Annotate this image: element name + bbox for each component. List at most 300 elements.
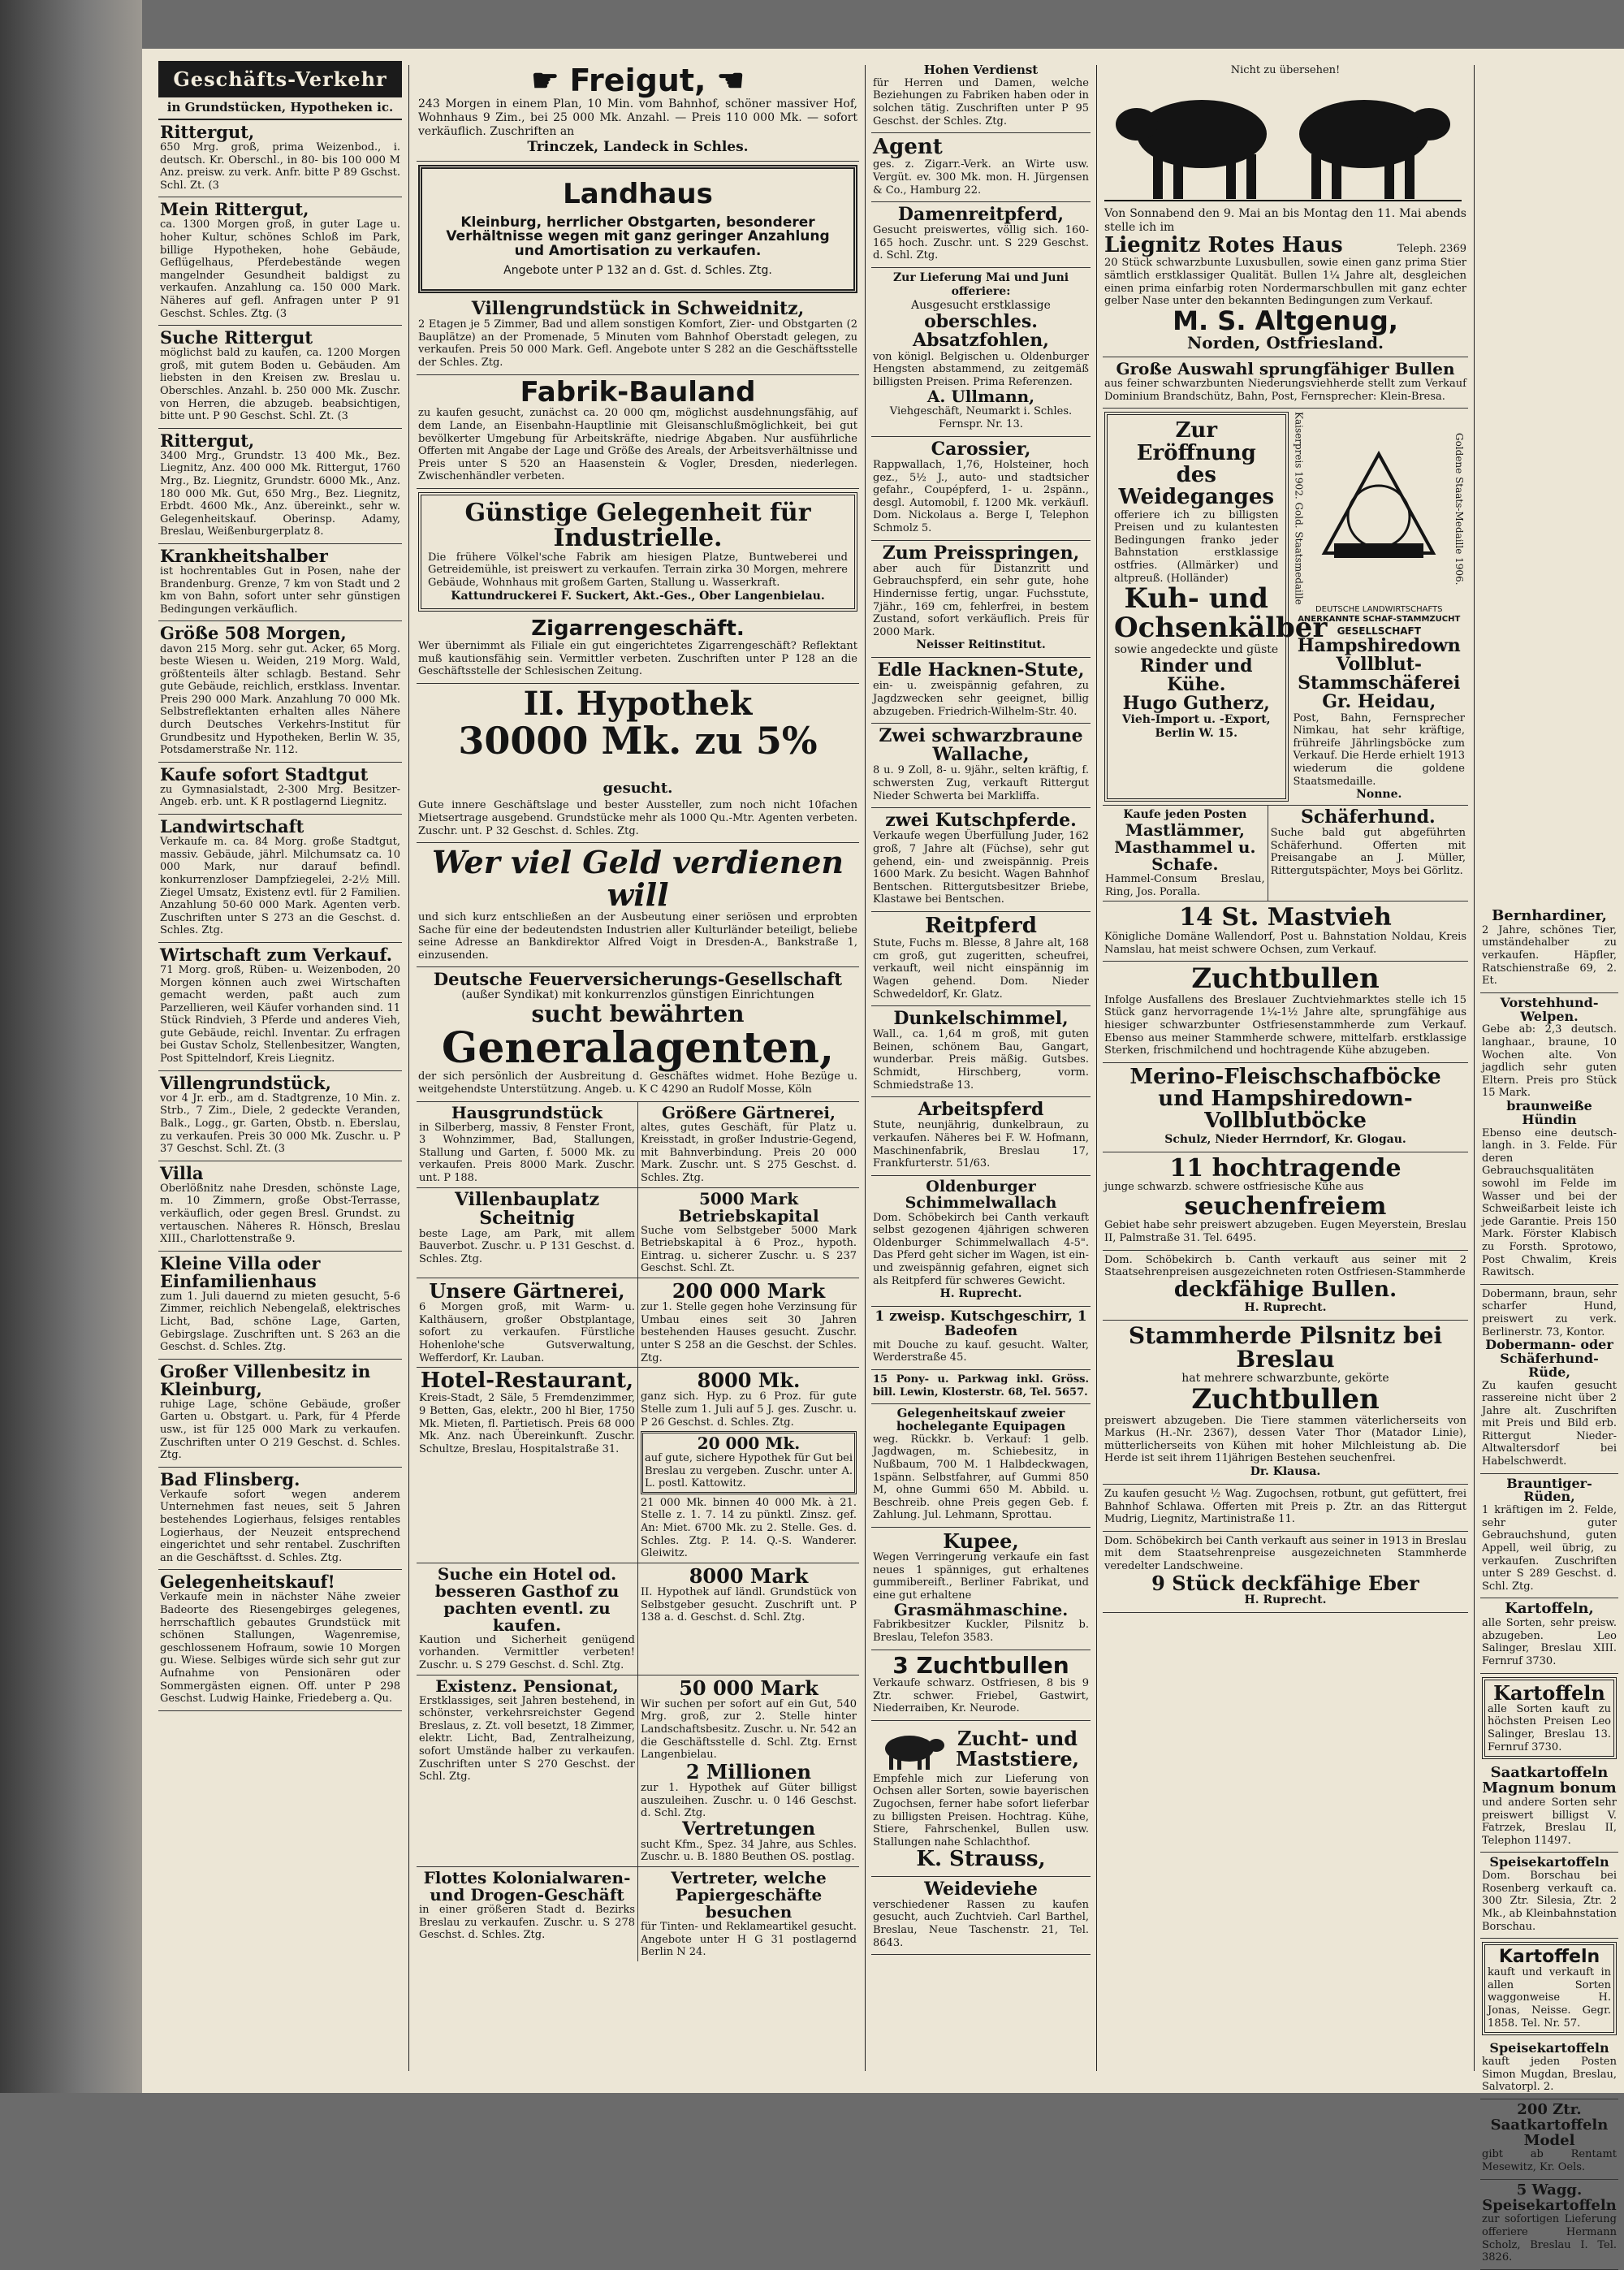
ad-title: Oldenburger Schimmelwallach (905, 1177, 1057, 1212)
ad-title: 1 zweisp. Kutschgeschirr, 1 Badeofen (875, 1308, 1087, 1340)
ad-title: Suche Rittergut (160, 327, 313, 348)
cattle-illustration (1104, 77, 1466, 207)
classified-ad (158, 1360, 402, 1468)
ad-title: Edle Hacknen-Stute, (877, 659, 1085, 681)
ad-title: 14 St. Mastvieh (1179, 903, 1392, 932)
ad-text: 1 kräftigen im 2. Felde, sehr guter Gebrauchshund, guten Appell, weil übrig, zu verkaufen. Zuschriften unter S 289 Geschst. d. Schl. Ztg. (1482, 1504, 1617, 1593)
ad-title: Hampshiredown Vollblut-Stammschäferei Gr. Heidau, (1297, 635, 1461, 713)
ad-agent (871, 133, 1091, 202)
ad-text: Die frühere Völkel'sche Fabrik am hiesigen Platze, Buntweberei und Getreidemühle, ist preiswert zu verkaufen. Terrain zirka 30 Morgen, mehrere Gebäude, Wohnhaus mit großem Garten, Stallung u. Wasserkraft. (428, 551, 848, 590)
ad-title: Carossier, (931, 439, 1031, 460)
ad-seuchen-title: seuchenfreiem (1184, 1191, 1387, 1221)
ad-seuchen-text: Gebiet habe sehr preiswert abzugeben. Eugen Meyerstein, Breslau II, Palmstraße 31. Tel. 6495. (1104, 1219, 1466, 1244)
ad-deckbullen (1103, 1251, 1468, 1321)
ad-title: 5000 Mark Betriebskapital (678, 1188, 819, 1226)
ad-text: alle Sorten, sehr preisw. abzugeben. Leo Salinger, Breslau XIII. Fernruf 3730. (1482, 1617, 1617, 1668)
ad-merino (1103, 1063, 1468, 1152)
seal-left-text: Kaiserpreis 1902. Gold. Staatsmedaille (1293, 412, 1305, 606)
ad-8000 (638, 1368, 859, 1563)
ad-title: Villenbauplatz Scheitnig (454, 1188, 600, 1229)
ad-address: Viehgeschäft, Neumarkt i. Schles. Fernspr. Nr. 13. (889, 405, 1073, 431)
ad-title: zwei Kutschpferde. (885, 810, 1077, 832)
ad-text: Suche bald gut abgeführten Schäferhund. Offerten mit Preisangabe an J. Müller, Rittergutspächter, Moys bei Görlitz. (1270, 827, 1466, 878)
ad-title: Speisekartoffeln (1489, 1854, 1609, 1870)
ad-title: Gelegenheitskauf zweier hochelegante Equipagen (896, 1406, 1066, 1434)
ad-title: oberschles. Absatzfohlen, (913, 311, 1049, 352)
ad-text: Dom. Schöbekirch bei Canth verkauft aus seiner in 1913 in Breslau mit dem Staatsehrenpreise ausgezeichneten Stammherde veredelter Landschweine. (1104, 1534, 1466, 1573)
classified-ad (158, 1071, 402, 1161)
ad-text: Gesucht preiswertes, völlig sich. 160-165 hoch. Zuschr. unt. S 229 Geschst. d. Schl. Ztg. (873, 224, 1089, 262)
ad-title: Suche ein Hotel od. besseren Gasthof zu pachten eventl. zu kaufen. (434, 1563, 620, 1635)
column-4 (1103, 61, 1468, 2075)
newspaper-page (142, 49, 1624, 2264)
ad-text: 650 Mrg. groß, prima Weizenbod., i. deutsch. Kr. Oberschl., in 80- bis 100 000 M Anz. preisw. zu verk. Anfr. bitte P 89 Gschst. Schl. Zt. (3 (160, 141, 400, 192)
ad-dunkel (871, 1006, 1091, 1097)
ad-preisspringen (871, 541, 1091, 659)
ad-row (417, 1563, 859, 1675)
ad-text: Verkaufe schwarz. Ostfriesen, 8 bis 9 Ztr. schwer. Friebel, Gastwirt, Niederraiben, Kr. Neurode. (873, 1677, 1089, 1715)
ad-text: Empfehle mich zur Lieferung von Ochsen aller Sorten, sowie bayerischen Zugochsen, ferner habe sofort lieferbar zu billigsten Preisen. Hochtrag. Kühe, Stiere, Fahrschenkel, Bullen usw. Stallungen nahe Schlachthof. (873, 1772, 1089, 1848)
ad-text: Wall., ca. 1,64 m groß, mit guten Beinen, schönem Bau, Gangart, wunderbar. Preis mäßig. Gutsbes. Schmidt, Hirschberg, vorm. Schmiedstraße 13. (873, 1028, 1089, 1092)
ad-bauplatz (417, 1188, 638, 1278)
ad-text: offeriere ich zu billigsten Preisen und zu kulantesten Bedingungen franko jeder Bahnstation erstklassige ostfries. (Allmärker) und altpreuß. (Holländer) (1114, 508, 1279, 585)
ad-title: Merino-Fleischschafböcke und Hampshiredown-Vollblutböcke (1129, 1064, 1441, 1134)
ad-title: Wirtschaft zum Verkauf. (160, 944, 393, 965)
ad-contact: Hugo Gutherz, (1122, 692, 1270, 714)
ad-title: Zum Preisspringen, (882, 542, 1080, 564)
ad-vertretungen-title: Vertretungen (682, 1818, 815, 1840)
ad-title: Rittergut, (160, 430, 255, 451)
pointing-hand-right-icon: ☚ (716, 62, 745, 98)
notice-label: Nicht zu übersehen! (1230, 64, 1341, 76)
classified-ad (158, 1570, 402, 1710)
ad-vertretungen-text: sucht Kfm., Spez. 34 Jahre, aus Schles. Zuschr. u. B. 1880 Beuthen OS. postlag. (641, 1838, 857, 1864)
ad-title: Günstige Gelegenheit für Industrielle. (464, 498, 811, 553)
ad-oldenburger (871, 1176, 1091, 1308)
ad-text: Verkaufe sofort wegen anderem Unternehmen fast neues, seit 5 Jahren bestehendes Logierhaus, felsiges rentables Logierhaus, der Neuzeit entsprechend eingerichtet und sehr rentabel. Zuschriften an die Geschäftsst. d. Schles. Ztg. (160, 1488, 400, 1564)
ad-title: Bernhardiner, (1492, 907, 1607, 924)
column-1 (158, 61, 402, 2075)
ad-text: Gebe ab: 2,3 deutsch. langhaar., braune, 10 Wochen alte. Von jagdlich sehr guten Eltern. Preis pro Stück 15 Mark. (1482, 1023, 1617, 1100)
ad-gras-text: Fabrikbesitzer Kuckler, Pilsnitz b. Breslau, Telefon 3583. (873, 1619, 1089, 1645)
col1-ads (158, 120, 402, 1711)
column-divider (408, 65, 409, 2071)
ad-text: 243 Morgen in einem Plan, 10 Min. vom Bahnhof, schöner massiver Hof, Wohnhaus 9 Zim., bei 25 000 Mk. Anzahl. — Preis 110 000 Mk. — sofort verkäuflich. Zuschriften an (418, 97, 857, 139)
ad-text: Dom. Borschau bei Rosenberg verkauft ca. 300 Ztr. Silesia, Ztr. 2 Mk., ab Kleinbahnstation Borschau. (1482, 1870, 1617, 1933)
ad-sub: Ausgesucht erstklassige (911, 299, 1051, 313)
ad-row (417, 1368, 859, 1563)
ad-title: Zuchtbullen (1191, 962, 1380, 996)
ad-text: weg. Rückkr. b. Verkauf: 1 gelb. Jagdwagen, m. Schiebesitz, in Nußbaum, 700 M. 1 Halbdeckwagen, 1spänn. Selbstfahrer, auf Gummi 850 M, ohne Gummi 650 M. Abbild. u. Beschreib. ohne Preis gegen Geb. f. Zahlung. Jul. Lehmann, Sprottau. (873, 1433, 1089, 1522)
ad-title: Vertreter, welche Papiergeschäfte besuchen (671, 1868, 827, 1922)
ad-text: gibt ab Rentamt Mesewitz, Kr. Oels. (1482, 2148, 1617, 2174)
ad-model (1480, 2099, 1618, 2180)
ad-title: Krankheitshalber (160, 546, 328, 567)
ad-text: Suche vom Selbstgeber 5000 Mark Betriebskapital à 6 Proz., hypoth. Eintrag. u. sicherer Zuschr. u. S 237 Geschst. Schl. Zt. (641, 1224, 857, 1275)
ad-kartoffeln (1480, 1598, 1618, 1673)
ad-contact: A. Ullmann, (926, 387, 1035, 407)
ad-text: ges. z. Zigarr.-Verk. an Wirte usw. Vergüt. ev. 300 Mk. mon. H. Jürgensen & Co., Hamburg 22. (873, 158, 1089, 197)
ad-title: Kleine Villa oder Einfamilienhaus (160, 1252, 321, 1291)
ad-title: Agent (873, 135, 943, 160)
pointing-hand-left-icon: ☛ (531, 62, 559, 98)
ad-text: in einer größeren Stadt d. Bezirks Breslau zu verkaufen. Zuschr. u. S 278 Geschst. d. Schles. Ztg. (419, 1904, 635, 1942)
ad-text: 2 Jahre, schönes Tier, umständehalber zu verkaufen. Häpfler, Ratschienstraße 69, 2. Et. (1482, 923, 1617, 988)
ad-text: Zu kaufen gesucht ½ Wag. Zugochsen, rotbunt, gut gefüttert, frei Bahnhof Schlawa. Offerten mit Preis p. Ztr. an das Rittergut Mudrig, Liegnitz, Martinistraße 11. (1104, 1488, 1466, 1526)
ad-text: preiswert abzugeben. Die Tiere stammen väterlicherseits von Markus (H.-Nr. 2367), dessen Vater Thor (Matador Linie), mütterlicherseits von Kühen mit hoher Milchleistung ab. Die Herde ist seit ihrem 11jährigen Bestehen seuchenfrei. (1104, 1414, 1466, 1465)
ad-bullen (1103, 357, 1468, 409)
ad-title: 50 000 Mark (679, 1675, 818, 1700)
column-divider (1474, 65, 1475, 2071)
ad-dob2-text: Zu kaufen gesucht rassereine nicht über 2 Jahre alt. Zuschriften mit Preis und Bild erb. Rittergut Nieder-Altwaltersdorf bei Habelschwerdt. (1482, 1379, 1617, 1468)
ad-villen (417, 296, 859, 374)
ad-text: 2 Etagen je 5 Zimmer, Bad und allem sonstigen Komfort, Zier- und Obstgarten (2 Bauplätze) an der Promenade, 5 Minuten vom Bahnhof Oberstadt gelegen, zu verkaufen. Preis 50 000 Mark. Gefl. Angebote unter S 282 an die Geschäftsstelle der Schles. Ztg. (418, 318, 857, 370)
ad-row (417, 1188, 859, 1278)
classified-ad (158, 429, 402, 544)
ad-title: Liegnitz Rotes Haus (1104, 233, 1343, 258)
ad-text: Stute, Fuchs m. Blesse, 8 Jahre alt, 168 cm groß, gut zugeritten, scheufrei, verkauft, weil nicht einspännig im Wagen gehend. Dom. Nieder Schwedeldorf, Kr. Glatz. (873, 937, 1089, 1001)
ad-title: Stammherde Pilsnitz bei Breslau (1128, 1322, 1443, 1373)
ad-text: Infolge Ausfallens des Breslauer Zuchtviehmarktes stelle ich 15 Stück ganz hervorragende 1¼-1½ Jahre alte, sprungfähige aus hiesiger schwarzbunter Ostfriesenstammherde zum Verkauf. Ebenso aus meiner Stammherde schwere, mittelfarb. erstklassige Sterken, frischmilchend und hochtragende Kühe abzugeben. (1104, 993, 1466, 1057)
ad-contact: Schulz, Nieder Herrndorf, Kr. Glogau. (1164, 1132, 1406, 1146)
ad-pre: Zur Lieferung Mai und Juni offeriere: (892, 271, 1069, 299)
ad-text: verschiedener Rassen zu kaufen gesucht, auch Zuchtvieh. Carl Barthel, Breslau, Neue Taschenstr. 21, Tel. 8643. (873, 1898, 1089, 1949)
classified-ad (158, 544, 402, 621)
ad-eber (1103, 1532, 1468, 1613)
ad-mastvieh (1103, 902, 1468, 962)
ad-zuchtbullen (871, 1650, 1091, 1721)
ad-weideviehe (871, 1877, 1091, 1955)
ad-text: II. Hypothek auf ländl. Grundstück von Selbstgeber gesucht. Zuschrift unt. P 138 a. d. Geschst. d. Schl. Ztg. (641, 1586, 857, 1624)
ad-kolonial (417, 1867, 638, 1961)
ad-text: Dobermann, braun, sehr scharfer Hund, preiswert zu verk. Berlinerstr. 73, Kontor. (1482, 1287, 1617, 1338)
ad-title: 200 000 Mark (672, 1278, 826, 1303)
ad-200000 (638, 1278, 859, 1367)
ad-title: Unsere Gärtnerei, (429, 1278, 625, 1303)
ad-pony (871, 1370, 1091, 1404)
ad-text: für Tinten- und Reklameartikel gesucht. Angebote unter H G 31 postlagernd Berlin N 24. (641, 1921, 857, 1959)
ad-huendin-title: braunweiße Hündin (1506, 1098, 1592, 1127)
ad-title: Hohen Verdienst (923, 63, 1039, 77)
classified-ad (158, 120, 402, 197)
ad-contact: Nonne. (1356, 788, 1402, 802)
ad-text: 3400 Mrg., Grundstr. 13 400 Mk., Bez. Liegnitz, Anz. 400 000 Mk. Rittergut, 1760 Mrg., Bz. Liegnitz, Grundstr. 6000 Mk., Anz. 180 000 Mk. Gut, 650 Mrg., Bez. Liegnitz, Erbdt. 4600 Mk., Anz. übereinkt., sehr w. Gelegenheitskauf. Oberinsp. Adamy, Breslau, Weißenburgerplatz 8. (160, 449, 400, 538)
ad-address: Vieh-Import u. -Export, Berlin W. 15. (1121, 712, 1271, 741)
seal-top-text: DEUTSCHE LANDWIRTSCHAFTS (1315, 605, 1443, 615)
ad-zugochsen (1103, 1485, 1468, 1532)
ad-stute (871, 658, 1091, 724)
bull-icon (873, 1724, 946, 1773)
ad-text: kauft jeden Posten Simon Mugdan, Breslau, Salvatorpl. 2. (1482, 2056, 1617, 2094)
ad-title: Existenz. Pensionat, (435, 1675, 619, 1696)
ad-text: Wer übernimmt als Filiale ein gut eingerichtetes Zigarrengeschäft? Reflektant muß kautionsfähig sein. Vermittler verbeten. Zuschriften unter P 128 an die Geschäftsstelle der Schlesischen Zeitung. (418, 640, 857, 678)
ad-kutsch2 (871, 1307, 1091, 1370)
ad-zigarren (417, 615, 859, 684)
ad-gaertnerei (638, 1102, 859, 1187)
ad-text: Hammel-Consum Breslau, Ring, Jos. Poralla. (1105, 873, 1265, 898)
ad-contact: H. Ruprecht. (939, 1287, 1022, 1301)
column-3 (871, 61, 1091, 2075)
ad-21000: 21 000 Mk. binnen 40 000 Mk. à 21. Stelle z. 1. 7. 14 zu pünktl. Zinsz. gef. An: Miet. 6700 Mk. zu 2. Stelle. Ges. d. Schles. Ztg. P. 14. Q.-S. Wanderer. Gleiwitz. (641, 1496, 857, 1560)
classified-ad (158, 1252, 402, 1360)
ad-text: Königliche Domäne Wallendorf, Post u. Bahnstation Noldau, Kreis Namslau, hat meist schwere Ochsen, zum Verkauf. (1104, 930, 1466, 956)
ad-gelegenheit (871, 1404, 1091, 1528)
ad-text: junge schwarzb. schwere ostfriesische Kühe aus (1104, 1181, 1364, 1194)
ad-title: Landhaus (563, 177, 713, 210)
ad-damen (871, 202, 1091, 268)
ad-title: Dobermann- oder Schäferhund-Rüde, (1485, 1337, 1613, 1380)
ad-text: zur 1. Stelle gegen hohe Verzinsung für Umbau eines seit 30 Jahren bestehenden Hauses gesucht. Zuschr. unter S 258 an die Geschst. der Schles. Ztg. (641, 1301, 857, 1364)
ad-title: Mein Rittergut, (160, 199, 309, 220)
section-header: Geschäfts-Verkehr (158, 61, 402, 97)
ad-title: Wer viel Geld verdienen will (431, 844, 844, 914)
ad-title: Deutsche Feuerversicherungs-Gesellschaft (433, 969, 843, 990)
ad-text: zu kaufen gesucht, zunächst ca. 20 000 qm, möglichst ausdehnungsfähig, auf dem Lande, an Eisenbahn-Hauptlinie mit Gleisanschlußmöglichkeit, bei gut bevölkerter Umgebung für Arbeitskräfte, niedrige Abgaben. Nur ausführliche Offerten mit Angabe der Lage und Größe des Areals, der Arbeitsverhältnisse und Preis unter S 520 an Haasenstein & Vogler, Dresden, niederlegen. Zwischenhändler verbeten. (418, 407, 857, 483)
ad-brauntiger (1480, 1474, 1618, 1599)
ad-title: II. Hypothek (523, 684, 753, 723)
ad-text: möglichst bald zu kaufen, ca. 1200 Morgen groß, mit gutem Boden u. Gebäuden. Am liebsten in den Kreisen zw. Breslau u. Oberschles. Anzahl. b. 250 000 Mk. Zuschr. von Herren, die abzugeb. beabsichtigen, bitte unt. P 90 Geschst. Schl. Zt. (3 (160, 347, 400, 423)
ad-text: aber auch für Distanzritt und Gebrauchspferd, ein sehr gute, hohe Hindernisse fertig, ungar. Fuchsstute, 7jähr., 169 cm, fehlerfrei, in bestem Zustand, sofort verkäuflich. Preis für 2000 Mark. (873, 562, 1089, 638)
ad-text: 20 Stück schwarzbunte Luxusbullen, sowie einen ganz prima Stier sämtlich erstklassiger Qualität. Bullen 1¼ Jahre alt, desgleichen einen prima einfarbig roten Nordermarschbullen mit ganz echter gelber Nase unter den bekannten Bedingungen zum Verkauf. (1104, 257, 1466, 308)
ad-title: Dunkelschimmel, (893, 1008, 1069, 1030)
ad-8000b (638, 1563, 859, 1675)
ad-text: kauft und verkauft in allen Sorten waggonweise H. Jonas, Neisse. Gegr. 1858. Tel. Nr. 57. (1488, 1966, 1611, 2030)
ad-text: Kaution und Sicherheit genügend vorhanden. Vermittler verbeten! Zuschr. u. S 279 Geschst. d. Schl. Ztg. (419, 1633, 635, 1672)
ad-text: ruhige Lage, schöne Gebäude, großer Garten u. Obstgart. u. Park, für 4 Pferde usw., ist für 125 000 Mark zu verkaufen. Zuschriften unter O 219 Geschst. d. Schles. Ztg. (160, 1398, 400, 1462)
ad-title: Kartoffeln (1493, 1680, 1605, 1705)
ad-huendin-text: Ebenso eine deutsch-langh. in 3. Felde. Für deren Gebrauchsqualitäten sowohl im Felde im Wasser und bei der Schweißarbeit leiste ich jede Garantie. Preis 150 Mark. Förster Klabisch zu Forsth. Sprotowo, Post Chwalim, Kreis Rawitsch. (1482, 1126, 1617, 1279)
ad-mastlaemmer (1103, 806, 1268, 901)
ad-wallache (871, 724, 1091, 808)
ad-saat (1480, 1762, 1618, 1853)
ad-title: Rittergut, (160, 122, 255, 142)
ad-text: Dom. Schöbekirch bei Canth verkauft selbst gezogenen 4jährigen schweren Oldenburger Schimmelwallach 4-5". Das Pferd geht sicher im Wagen, ist ein- und zweispännig gefahren, eignet sich als Reitpferd für schweres Gewicht. (873, 1211, 1089, 1287)
ad-title: Zucht- und Maststiere, (956, 1726, 1079, 1771)
ad-text: für Herren und Damen, welche Beziehungen zu Fabriken haben oder in solchen tätig. Zuschriften unter P 95 Geschst. der Schles. Ztg. (873, 76, 1089, 128)
ad-freigut (417, 61, 859, 162)
ad-text: 6 Morgen groß, mit Warm- u. Kalthäusern, großer Obstplantage, sofort zu verkaufen. Fürstliche Hohenlohe'sche Gutsverwaltung, Wefferdorf, Kr. Lauban. (419, 1301, 635, 1364)
ad-title: deckfähige Bullen. (1173, 1277, 1397, 1302)
ad-title: Fabrik-Bauland (520, 375, 756, 409)
ad-title: Zwei schwarzbraune Wallache, (879, 725, 1083, 766)
column-2 (417, 61, 859, 2075)
ad-title: Speisekartoffeln (1489, 2040, 1609, 2056)
ad-millionen-title: 2 Millionen (685, 1759, 812, 1784)
classified-ad (158, 943, 402, 1071)
ad-suffix: gesucht. (603, 780, 673, 798)
ad-mugdan (1480, 2039, 1618, 2099)
ad-title: 8000 Mark (689, 1563, 809, 1588)
ad-text: beste Lage, am Park, mit allem Bauverbot. Zuschr. u. P 131 Geschst. d. Schles. Ztg. (419, 1227, 635, 1265)
ad-contact: Trinczek, Landeck in Schles. (527, 139, 749, 156)
ad-schaeferhund (1268, 806, 1468, 901)
ad-title: Gelegenheitskauf! (160, 1572, 335, 1593)
ad-kuh-sub: Rinder und Kühe. (1139, 655, 1253, 695)
ad-reference: Angebote unter P 132 an d. Gst. d. Schles. Ztg. (503, 264, 772, 278)
ad-kupee (871, 1528, 1091, 1650)
ad-title: Villengrundstück, (160, 1072, 331, 1093)
ad-phone: Teleph. 2369 (1397, 243, 1466, 256)
ad-title: Damenreitpferd, (897, 204, 1065, 226)
ad-title: Große Auswahl sprungfähiger Bullen (1116, 359, 1455, 379)
ad-title: Kartoffeln, (1505, 1600, 1594, 1618)
ad-title: Vorstehhund-Welpen. (1500, 994, 1599, 1024)
cattle-icon (1104, 77, 1462, 207)
ad-kartoffeln-2 (1482, 1677, 1617, 1760)
ad-text: Verkaufe wegen Überfüllung Juder, 162 groß, 7 Jahre alt (Füchse), sehr gut gehend, ein- und zweispännig. Preis 1600 Mark. Zu besicht. Wagen Bahnhof Bentschen. Rittergutsbesitzer Briebe, Klastawe bei Bentschen. (873, 830, 1089, 906)
ad-gras-title: Grasmähmaschine. (893, 1600, 1069, 1620)
ad-50000 (638, 1675, 859, 1866)
ad-feuer (417, 967, 859, 1101)
ad-text: 71 Morg. groß, Rüben- u. Weizenboden, 20 Morgen können auch zwei Wirtschaften gemacht werden, paßt auch zum Parzellieren, weil Käufer vorhanden sind. 11 Stück Rindvieh, 3 Pferde und anderes Vieh, gute Gebäude, reichl. Inventar. Zu erfragen bei Gustav Scholz, Stellenbesitzer, Wangten, Post Spittelndorf, Kreis Liegnitz. (160, 963, 400, 1066)
ad-title: Saatkartoffeln Magnum bonum (1482, 1764, 1617, 1797)
ad-text: auf gute, sichere Hypothek für Gut bei Breslau zu vergeben. Zuschr. unter A. L. postl. Kattowitz. (645, 1452, 853, 1490)
seal-mid-text: ANERKANNTE SCHAF-STAMMZUCHT (1298, 615, 1461, 625)
society-seal-icon (1318, 448, 1440, 569)
seal-bottom-text: GESELLSCHAFT (1337, 625, 1421, 637)
ad-text: Stute, neunjährig, dunkelbraun, zu verkaufen. Näheres bei F. W. Hofmann, Maschinenfabrik, Breslau 17, Frankfurterstr. 51/63. (873, 1119, 1089, 1170)
ad-jonas (1482, 1942, 1617, 2035)
ad-text: Post, Bahn, Fernsprecher Nimkau, hat sehr kräftige, frühreife Jährlingsböcke zum Verkauf. Die Herde erhielt 1913 wiederum die goldene Staatsmedaille. (1293, 711, 1465, 788)
ad-contact: K. Strauss, (916, 1847, 1046, 1872)
ad-text: Erstklassiges, seit Jahren bestehend, in schönster, verkehrsreichster Gegend Breslaus, z. Zt. voll besetzt, 18 Zimmer, elektr. Licht, Bad, Zentralheizung, sofort Umstände halber zu verkaufen. Zuschriften unter S 270 Geschst. der Schl. Ztg. (419, 1694, 635, 1784)
ad-vorsteh (1480, 993, 1618, 1285)
ad-contact: H. Ruprecht. (1244, 1301, 1327, 1315)
ad-title: Mastlämmer, Masthammel u. Schafe. (1114, 820, 1256, 875)
ad-guenstig (418, 492, 857, 612)
classified-ad (158, 1468, 402, 1571)
ad-contact: Dr. Klausa. (1250, 1465, 1321, 1479)
ad-title: Arbeitspferd (918, 1099, 1044, 1121)
ad-text: Oberlößnitz nahe Dresden, schönste Lage, m. 10 Zimmern, große Obst-Terrasse, verkäuflich, oder gegen Bresl. Grundst. zu vertauschen. Näheres R. Hönsch, Breslau XIII., Charlottenstraße 9. (160, 1182, 400, 1246)
column-divider (1096, 65, 1097, 2071)
ad-text: der sich persönlich der Ausbreitung d. Geschäftes widmet. Hohe Bezüge u. weitgehendste Unterstützung. Angeb. u. K C 4290 an Rudolf Mosse, Köln (418, 1070, 857, 1096)
seal-right-text: Goldene Staats-Medaille 1906. (1453, 432, 1465, 586)
ad-liegnitz (1103, 61, 1468, 357)
ad-reitpferd (871, 912, 1091, 1006)
ad-row (417, 1867, 859, 1961)
ad-place: Norden, Ostfriesland. (1186, 333, 1384, 353)
ad-text: und andere Sorten sehr preiswert billigst V. Fatrzek, Breslau II, Telephon 11497. (1482, 1797, 1617, 1847)
ad-kutsch (871, 808, 1091, 912)
ad-text: davon 215 Morg. sehr gut. Acker, 65 Morg. beste Wiesen u. Weiden, 219 Morg. Wald, größtenteils älter schlagb. Bestand. Sehr gute Gebäude, reichlich, erstklass. Inventar. Preis 290 000 Mark. Anzahlung 70 000 Mk. Selbstreflektanten erhalten alles Nähere durch Deutsches Verkehrs-Institut für Grundbesitz und Hypotheken, Berlin W. 35, Potsdamerstraße Nr. 112. (160, 642, 400, 757)
ad-text: ca. 1300 Morgen groß, in guter Lage u. hoher Kultur, schönes Schloß im Park, billige Hypotheken, hohe Gebäude, Geflügelhaus, Pferdebestände wegen mangelnder Gesundheit baldigst zu verkaufen. Anzahlung ca. 150 000 Mark. Näheres auf gefl. Anfragen unter P 91 Geschst. Schles. Ztg. (3 (160, 218, 400, 320)
ad-title: 8000 Mk. (697, 1368, 801, 1393)
ad-title: Weideviehe (924, 1878, 1038, 1900)
ad-title: Hausgrundstück (451, 1102, 603, 1122)
ad-row (1103, 806, 1468, 902)
ad-title: Zigarrengeschäft. (531, 616, 745, 641)
ad-verdienst (871, 61, 1091, 133)
ad-contact: M. S. Altgenug, (1173, 305, 1398, 336)
ad-text: Kreis-Stadt, 2 Säle, 5 Fremdenzimmer, 9 Betten, Gas, elektr., 200 hl Bier, 1750 Mk. Mieten, fl. Partietisch. Preis 68 000 Mk. Anz. nach Übereinkunft. Zuschr. Schultze, Breslau, Hospitalstraße 31. (419, 1392, 635, 1455)
classified-ad (158, 1161, 402, 1252)
ad-text: mit Douche zu kauf. gesucht. Walter, Werderstraße 45. (873, 1338, 1089, 1364)
ad-title: Villengrundstück in Schweidnitz, (471, 298, 805, 320)
ad-text: altes, gutes Geschäft, für Platz u. Kreisstadt, in großer Industrie-Gegend, mit Bahnverbindung. Preis 20 000 Mark. Zuschr. unt. S 275 Geschst. d. Schles. Ztg. (641, 1121, 857, 1185)
ad-speise (1480, 1853, 1618, 1939)
ad-amount: 30000 Mk. zu 5% (458, 718, 818, 763)
ad-kuh-title: Kuh- und Ochsenkälber (1114, 582, 1328, 644)
ad-text: ganz sich. Hyp. zu 6 Proz. für gute Stelle zum 1. Juli auf 5 J. ges. Zuschr. u. P 26 Geschst. d. Schles. Ztg. (641, 1390, 857, 1429)
ad-title: 200 Ztr. Saatkartoffeln Model (1490, 2100, 1609, 2149)
ad-kuh-mid: sowie angedeckte und güste (1114, 642, 1279, 656)
ad-title: Schäferhund. (1301, 806, 1436, 828)
ad-text: Verkaufe mein in nächster Nähe zweier Badeorte des Riesengebirges gelegenes, herrschaftlich gebautes Grundstück mit schönen Stallungen, Wagenremise, geschlossenem Hofraum, sowie 10 Morgen gu. Wiese. Selbiges würde sich sehr gut zur Aufnahme von Pensionären oder Sommergästen eignen. Off. unter P 298 Geschst. Ludwig Hainke, Friedeberg a. Qu. (160, 1591, 400, 1706)
classified-ad (158, 326, 402, 429)
ad-title: Bad Flinsberg. (160, 1468, 300, 1490)
classified-ad (158, 621, 402, 762)
ad-geld (417, 843, 859, 967)
cut-off-strip (1480, 61, 1618, 906)
ad-text: Kleinburg, herrlicher Obstgarten, besonderer Verhältnisse wegen mit ganz geringer Anzahlung und Amortisation zu verkaufen. (446, 214, 830, 260)
ad-row (1103, 409, 1468, 806)
ad-fohlen (871, 268, 1091, 437)
ad-text: 8 u. 9 Zoll, 8- u. 9jähr., selten kräftig, f. schwersten Zug, verkauft Rittergut Nieder Schwerta bei Markliffa. (873, 764, 1089, 802)
ad-title: 9 Stück deckfähige Eber (1151, 1571, 1419, 1595)
ad-zucht-title: Zuchtbullen (1191, 1382, 1380, 1416)
ad-general-title: Generalagenten, (441, 1023, 835, 1073)
ad-sucht: sucht bewährten (531, 1001, 745, 1028)
ad-waggon (1480, 2180, 1618, 2270)
ad-haus (417, 1102, 638, 1187)
ad-title: Größe 508 Morgen, (160, 623, 347, 644)
ad-dobermann (1480, 1285, 1618, 1474)
ad-title: Freigut, (569, 63, 706, 98)
ad-title: 20 000 Mk. (697, 1433, 801, 1454)
ad-text: Rappwallach, 1,76, Holsteiner, hoch gez., 5½ J., auto- und stadtsicher gefahr., Coupépferd, 1- u. 2spänn., desgl. Automobil, f. 1200 Mk. verkäufl. Dom. Nickolaus a. Berge I, Telephon Schmolz 5. (873, 459, 1089, 535)
ad-20000 (641, 1431, 857, 1494)
column-5 (1480, 61, 1618, 2264)
ad-hotel (417, 1368, 638, 1563)
ad-zuchtbullen (1103, 962, 1468, 1063)
ad-fabrik (417, 375, 859, 489)
ad-title: Flottes Kolonialwaren- und Drogen-Geschäft (423, 1868, 631, 1905)
ad-hochtragende (1103, 1152, 1468, 1251)
ad-text: Von Sonnabend den 9. Mai an bis Montag den 11. Mai abends stelle ich im (1104, 206, 1466, 234)
ad-text: von königl. Belgischen u. Oldenburger Hengsten abstammend, zu zeitgemäß billigsten Preisen. Prima Referenzen. (873, 350, 1089, 388)
ad-carossier (871, 437, 1091, 541)
ad-row (417, 1278, 859, 1368)
ad-title: Zur Eröffnung des Weideganges (1118, 418, 1274, 510)
ad-title: Hotel-Restaurant, (420, 1368, 634, 1394)
ad-title: 5 Wagg. Speisekartoffeln (1482, 2181, 1617, 2214)
ad-text: alle Sorten kauft zu höchsten Preisen Leo Salinger, Breslau 13. Fernruf 3730. (1488, 1702, 1611, 1753)
section-subheader: in Grundstücken, Hypotheken ic. (158, 97, 402, 120)
ad-existenz (417, 1675, 638, 1866)
ad-text: Wir suchen per sofort auf ein Gut, 540 Mrg. groß, zur 2. Stelle hinter Landschaftsbesitz. Zuschr. u. Nr. 542 an die Geschäftsstelle d. Schl. Ztg. Ernst Langenbielau. (641, 1697, 857, 1762)
ad-title: Reitpferd (925, 913, 1037, 938)
ad-title: Villa (160, 1162, 204, 1183)
ad-text: ein- u. zweispännig gefahren, zu Jagdzwecken sehr geeignet, billig abzugeben. Friedrich-Wilhelm-Str. 40. (873, 680, 1089, 718)
classified-ad (158, 197, 402, 326)
ad-gasthof (417, 1563, 638, 1675)
ad-title: Kaufe sofort Stadtgut (160, 763, 369, 785)
ad-title: 11 hochtragende (1169, 1153, 1402, 1183)
ad-text: zur sofortigen Lieferung offeriere Hermann Scholz, Breslau I. Tel. 3826. (1482, 2213, 1617, 2264)
classified-ad (158, 763, 402, 815)
ad-bernhardiner (1480, 906, 1618, 993)
ad-title: Kupee, (943, 1528, 1019, 1553)
ad-contact: Kattundruckerei F. Suckert, Akt.-Ges., Ober Langenbielau. (451, 589, 825, 603)
ad-text: 15 Pony- u. Parkwag inkl. Gröss. bill. Lewin, Klosterstr. 68, Tel. 5657. (873, 1373, 1089, 1399)
ad-text: aus feiner schwarzbunten Niederungsviehherde stellt zum Verkauf Dominium Brandschütz, Bahn, Post, Fernsprecher: Klein-Bresa. (1104, 378, 1466, 403)
ad-title: Großer Villenbesitz in Kleinburg, (160, 1360, 371, 1399)
ad-unsere (417, 1278, 638, 1367)
ad-title: Größere Gärtnerei, (661, 1102, 836, 1122)
ad-contact: H. Ruprecht. (1244, 1593, 1327, 1606)
ad-text: Dom. Schöbekirch b. Canth verkauft aus seiner mit 2 Staatsehrenpreisen ausgezeichneten roten Ostfriesen-Stammherde (1104, 1253, 1466, 1279)
